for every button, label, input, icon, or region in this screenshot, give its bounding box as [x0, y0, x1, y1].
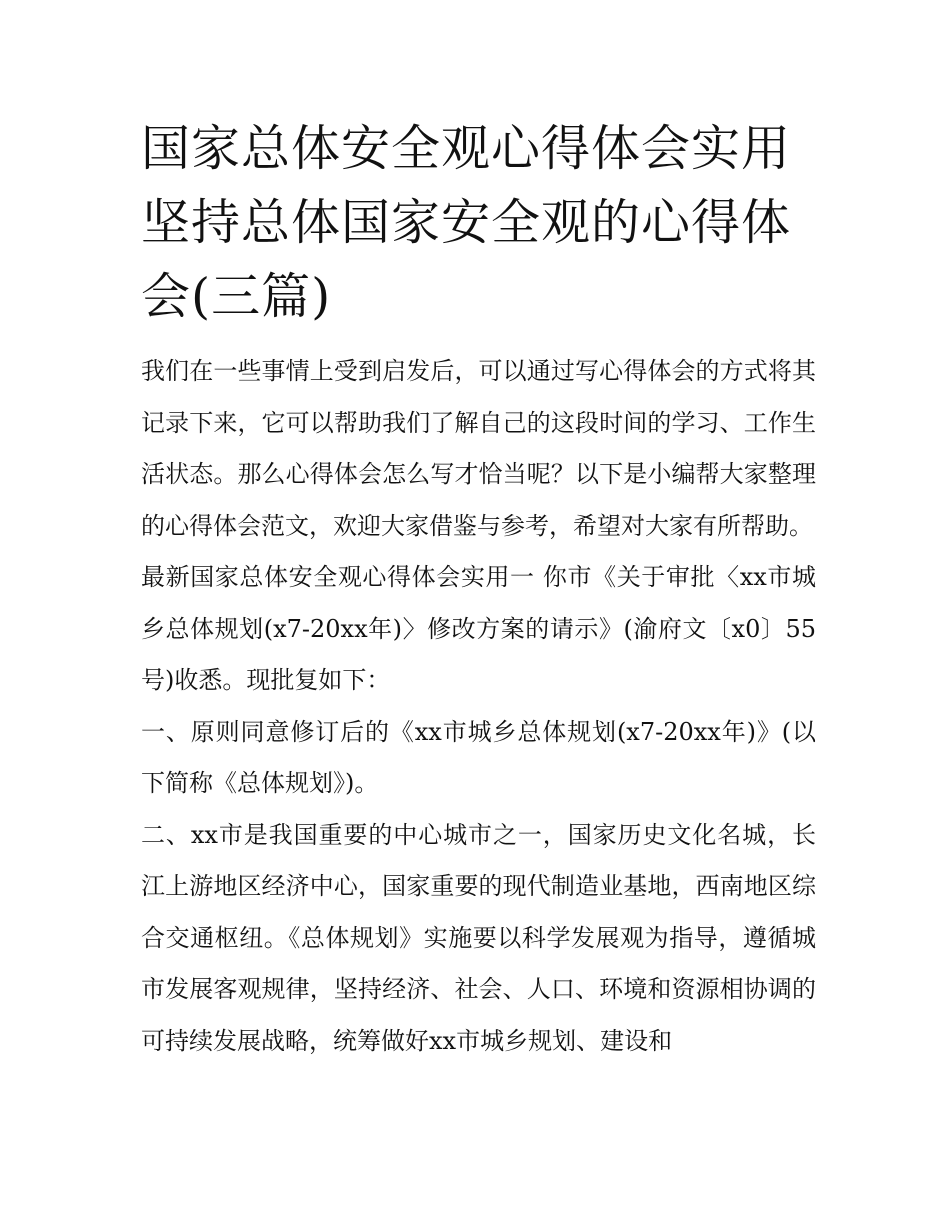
paragraph-intro: 我们在一些事情上受到启发后，可以通过写心得体会的方式将其记录下来，它可以帮助我们了解自己的这段时间的学习、工作生活状态。那么心得体会怎么写才恰当呢？以下是小编帮大家整理的心得体会范文，欢迎大家借鉴与参考，希望对大家有所帮助。 [141, 357, 816, 540]
paragraph-reply: 最新国家总体安全观心得体会实用一 你市《关于审批〈xx市城乡总体规划(x7-20xx年)〉修改方案的请示》(渝府文〔x0〕55号)收悉。现批复如下： [141, 563, 816, 694]
paragraph-point-two: 二、xx市是我国重要的中心城市之一，国家历史文化名城，长江上游地区经济中心，国家重要的现代制造业基地，西南地区综合交通枢纽。《总体规划》实施要以科学发展观为指导，遵循城市发展客观规律，坚持经济、社会、人口、环境和资源相协调的可持续发展战略，统筹做好xx市城乡规划、建设和 [141, 820, 816, 1055]
paragraph-point-one: 一、原则同意修订后的《xx市城乡总体规划(x7-20xx年)》(以下简称《总体规划》)。 [141, 717, 816, 797]
document-title: 国家总体安全观心得体会实用坚持总体国家安全观的心得体会(三篇) [141, 120, 792, 325]
document-page [141, 112, 816, 1067]
